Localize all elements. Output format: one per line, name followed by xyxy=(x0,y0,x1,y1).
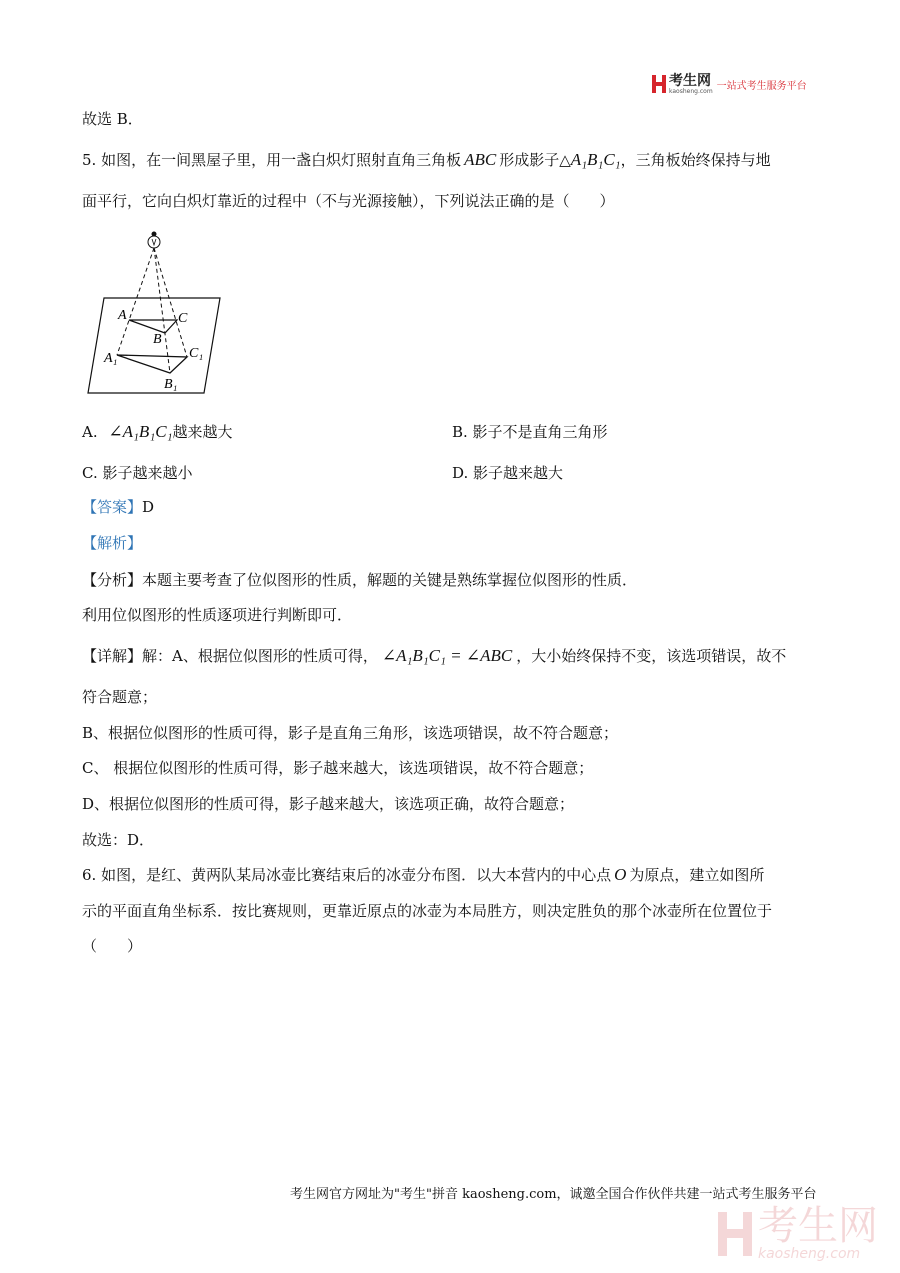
q5-stem-line1 xyxy=(82,149,771,171)
q5-answer xyxy=(82,496,154,518)
detail-line1 xyxy=(82,645,786,667)
logo-name: 考生网 xyxy=(669,72,711,89)
answer-value: D xyxy=(142,498,155,516)
q5-stem-line2: 面平行，它向白炽灯靠近的过程中（不与光源接触），下列说法正确的是（ ） xyxy=(82,192,615,210)
label-a1: A₁ xyxy=(104,351,118,366)
q5-option-c: C. 影子越来越小 xyxy=(82,464,193,482)
watermark-logo-icon xyxy=(718,1212,752,1256)
label-c: C xyxy=(178,311,188,326)
analysis-tag: 【解析】 xyxy=(82,534,143,552)
ray-a xyxy=(117,248,154,355)
triangle-a1b1c1 xyxy=(117,355,187,373)
label-c1: C₁ xyxy=(189,346,204,361)
q5-conclusion: 故选：D． xyxy=(82,831,155,849)
detail-d: D、根据位似图形的性质可得，影子越来越大，该选项正确，故符合题意； xyxy=(82,795,575,813)
q5-option-a-text: 越来越大 xyxy=(172,423,233,441)
answer-tag: 【答案】 xyxy=(82,498,143,516)
q5-stem-part2: 形成影子△ xyxy=(499,151,571,169)
q5-option-a-letter: A. xyxy=(82,423,98,441)
detail-part2: ，大小始终保持不变，该选项错误，故不 xyxy=(516,647,787,665)
q5-option-d: D. 影子越来越大 xyxy=(452,464,564,482)
q6-line2: 示的平面直角坐标系．按比赛规则，更靠近原点的冰壶为本局胜方，则决定胜负的那个冰壶所在位置位于 xyxy=(82,902,773,920)
site-logo xyxy=(652,72,807,96)
logo-domain: kaosheng.com xyxy=(669,87,713,95)
detail-part1: 【详解】解：A、根据位似图形的性质可得， xyxy=(82,647,378,665)
q5-stem-part1: 5. 如图，在一间黑屋子里，用一盏白炽灯照射直角三角板 xyxy=(82,151,462,169)
label-b1: B₁ xyxy=(164,377,178,392)
detail-b: B、根据位似图形的性质可得，影子是直角三角形，该选项错误，故不符合题意； xyxy=(82,724,619,742)
q5-option-b: B. 影子不是直角三角形 xyxy=(452,423,608,441)
q6-line3: （ ） xyxy=(82,937,143,955)
detail-eq: ∠A₁B₁C₁ = ∠ABC xyxy=(381,646,513,665)
detail-c: C、 根据位似图形的性质可得，影子越来越大，该选项错误，故不符合题意； xyxy=(82,759,594,777)
footer-text: 考生网官方网址为"考生"拼音 kaosheng.com，诚邀全国合作伙伴共建一站式考生服务平台 xyxy=(290,1187,817,1202)
q5-stem-part3: ，三角板始终保持与地 xyxy=(620,151,771,169)
label-b: B xyxy=(153,332,162,347)
q6-origin-o: O xyxy=(614,865,627,884)
fenxi-line2: 利用位似图形的性质逐项进行判断即可． xyxy=(82,606,353,624)
q5-figure xyxy=(82,225,232,400)
detail-line2: 符合题意； xyxy=(82,688,158,706)
q5-option-a xyxy=(82,421,233,443)
fenxi-line1: 【分析】本题主要考查了位似图形的性质，解题的关键是熟练掌握位似图形的性质． xyxy=(82,571,638,589)
q5-stem-a1b1c1: A₁B₁C₁ xyxy=(570,150,621,169)
logo-slogan: 一站式考生服务平台 xyxy=(716,80,807,92)
label-a: A xyxy=(118,308,127,323)
q6-line1-part2: 为原点，建立如图所 xyxy=(629,866,765,884)
watermark-sub: kaosheng.com xyxy=(758,1246,861,1262)
q5-option-a-angle: ∠A₁B₁C₁ xyxy=(108,422,173,441)
q6-line1-part1: 6. 如图，是红、黄两队某局冰壶比赛结束后的冰壶分布图．以大本营内的中心点 xyxy=(82,866,612,884)
watermark-text: 考生网 xyxy=(758,1203,878,1249)
ray-b xyxy=(154,248,170,373)
lamp-cap-icon xyxy=(152,232,157,237)
watermark xyxy=(718,1203,878,1262)
logo-mark-icon xyxy=(652,75,666,93)
q5-stem-abc: ABC xyxy=(464,150,497,169)
q6-line1 xyxy=(82,864,764,886)
prev-conclusion: 故选 B． xyxy=(82,110,143,128)
